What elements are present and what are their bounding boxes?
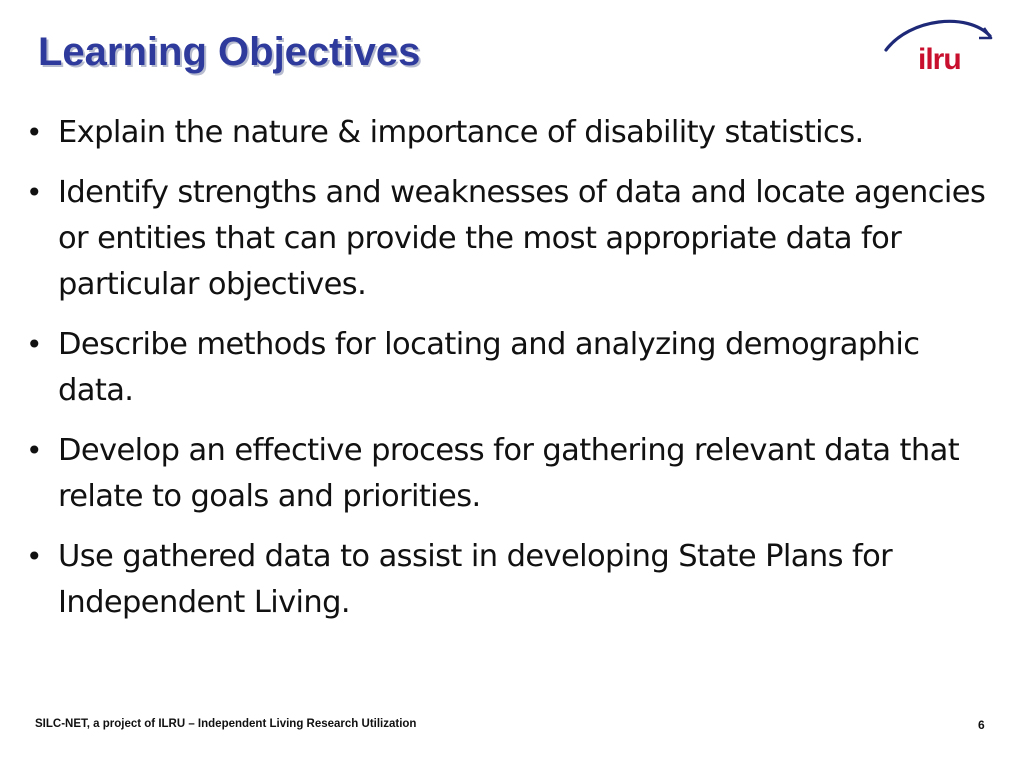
list-item [24,428,999,520]
list-item [24,170,999,308]
list-item-text: Explain the nature & importance of disability statistics. [58,115,864,150]
list-item-text: Identify strengths and weaknesses of data and locate agencies or entities that can provide the most appropriate data for particular objectives. [58,175,986,302]
slide-title: Learning Objectives [38,30,421,74]
bullet-dot-icon: • [26,116,42,149]
footer-text: SILC-NET, a project of ILRU – Independent Living Research Utilization [35,718,417,730]
list-item [24,110,999,156]
ilru-logo-icon [880,14,995,76]
list-item [24,322,999,414]
logo-text: ilru [918,43,961,76]
bullet-dot-icon: • [26,540,42,573]
list-item-text: Develop an effective process for gathering relevant data that relate to goals and priorities. [58,433,960,514]
bullet-dot-icon: • [26,176,42,209]
list-item-text: Describe methods for locating and analyzing demographic data. [58,327,920,408]
objectives-list [24,110,999,640]
list-item [24,534,999,626]
bullet-dot-icon: • [26,328,42,361]
page-number: 6 [978,718,985,732]
bullet-dot-icon: • [26,434,42,467]
list-item-text: Use gathered data to assist in developing State Plans for Independent Living. [58,539,893,620]
